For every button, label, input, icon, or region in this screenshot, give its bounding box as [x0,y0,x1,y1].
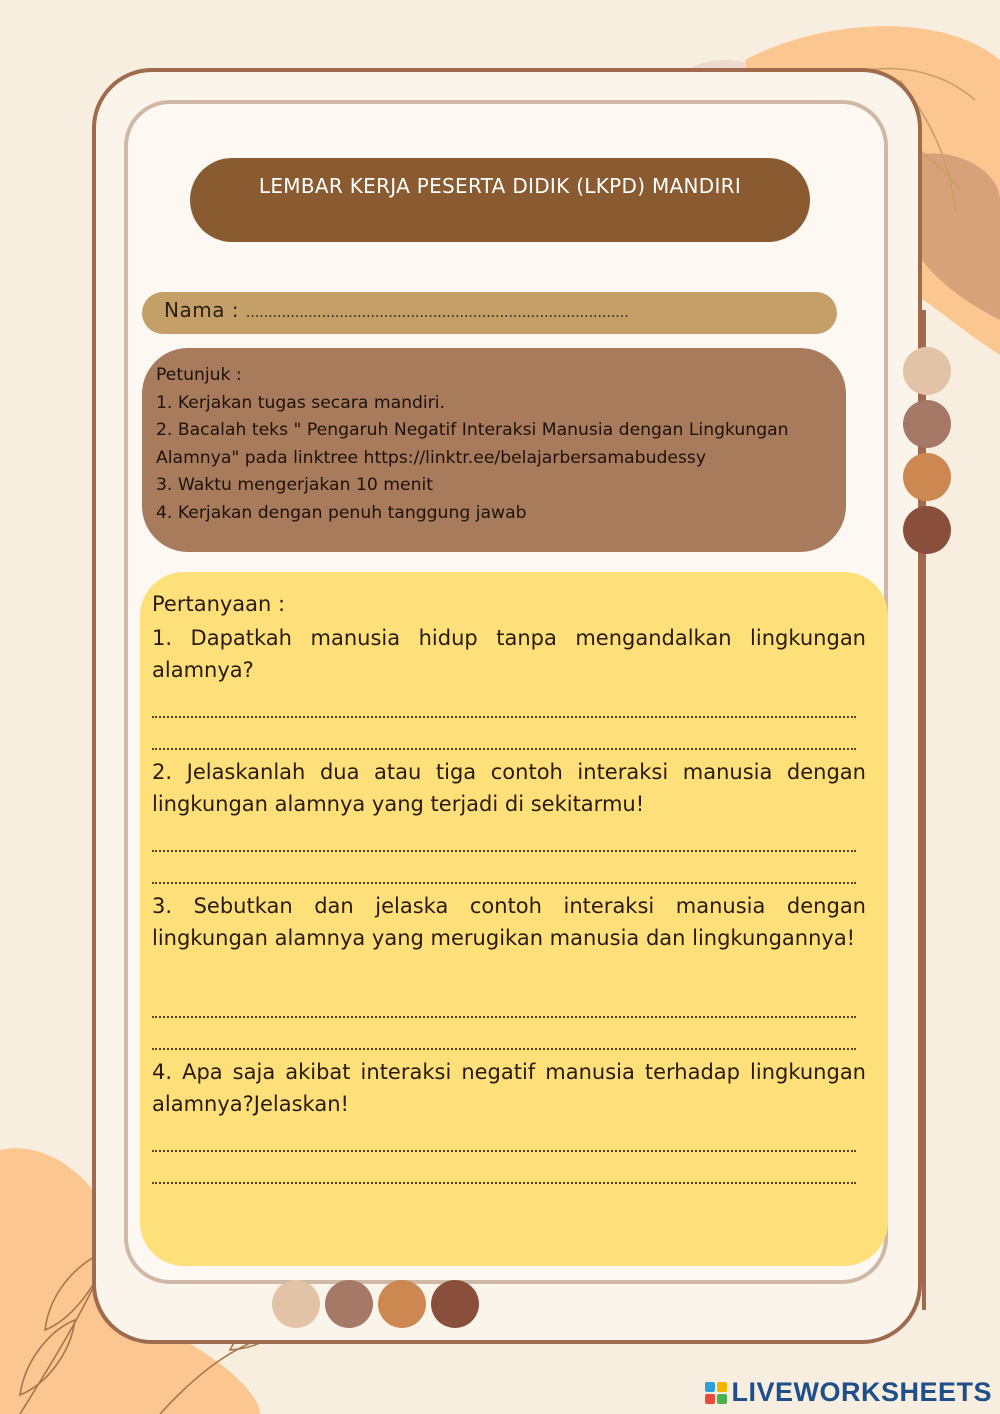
questions-box [140,572,888,1266]
answer-line-4a[interactable] [152,1120,856,1152]
page-title-text: LEMBAR KERJA PESERTA DIDIK (LKPD) MANDIRI [258,174,742,198]
answer-line-2b[interactable] [152,852,856,884]
instruction-item: Alamnya" pada linktree https://linktr.ee/belajarbersamabudessy [156,447,707,468]
instruction-item: 1. Kerjakan tugas secara mandiri. [156,392,445,413]
questions-heading: Pertanyaan : [152,592,286,616]
liveworksheets-logo-icon [705,1382,727,1404]
instruction-item: 2. Bacalah teks " Pengaruh Negatif Interaksi Manusia dengan Lingkungan [156,420,789,440]
liveworksheets-logo-text: LIVEWORKSHEETS [731,1377,992,1407]
answer-line-4b[interactable] [152,1152,856,1184]
answer-line-3b[interactable] [152,1018,856,1050]
answer-line-2a[interactable] [152,820,856,852]
liveworksheets-logo[interactable] [705,1377,992,1408]
palette-dot-bottom-3 [378,1280,426,1328]
answer-line-1a[interactable] [152,686,856,718]
palette-dot-bottom-4 [431,1280,479,1328]
instructions-heading: Petunjuk : [156,365,242,385]
palette-dot-2 [903,400,951,448]
question-2: 2. Jelaskanlah dua atau tiga contoh interaksi manusia dengan lingkungan alamnya yang terjadi di sekitarmu! [152,760,866,816]
instruction-item: 3. Waktu mengerjakan 10 menit [156,475,434,495]
question-1: 1. Dapatkah manusia hidup tanpa mengandalkan lingkungan alamnya? [152,626,866,682]
name-field[interactable] [142,292,837,334]
answer-line-3a[interactable] [152,954,856,1018]
palette-dot-bottom-1 [272,1280,320,1328]
palette-dot-4 [903,506,951,554]
question-3: 3. Sebutkan dan jelaska contoh interaksi manusia dengan lingkungan alamnya yang merugikan manusia dan lingkungannya! [152,894,866,950]
palette-dot-bottom-2 [325,1280,373,1328]
page-title [190,158,810,242]
instruction-item: 4. Kerjakan dengan penuh tanggung jawab [156,502,527,523]
name-input-dots[interactable]: ...................................................................................... [245,305,629,321]
instructions-box [142,348,846,552]
answer-line-1b[interactable] [152,718,856,750]
palette-dot-3 [903,453,951,501]
palette-dot-1 [903,347,951,395]
question-4: 4. Apa saja akibat interaksi negatif manusia terhadap lingkungan alamnya?Jelaskan! [152,1060,866,1116]
name-label: Nama : [164,298,240,322]
